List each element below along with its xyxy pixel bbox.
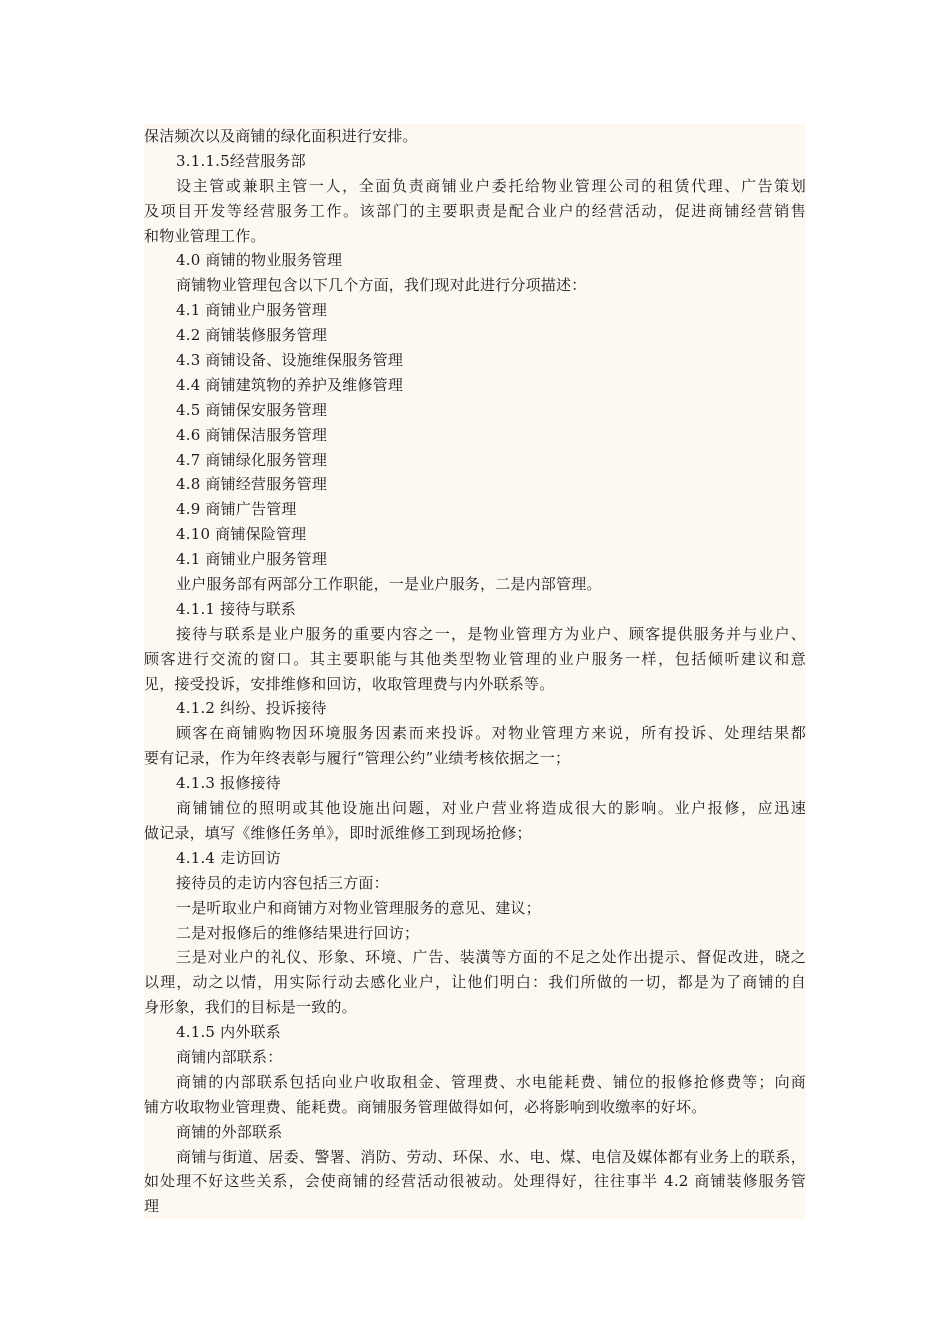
text-line: 4.1 商铺业户服务管理 xyxy=(176,301,328,320)
text-line: 业户服务部有两部分工作职能，一是业户服务，二是内部管理。 xyxy=(176,575,602,594)
text-line: 如处理不好这些关系，会使商铺的经营活动很被动。处理得好，往往事半 4.2 商铺装修服务管 xyxy=(144,1172,806,1191)
text-line: 做记录，填写《维修任务单》，即时派维修工到现场抢修； xyxy=(144,823,532,842)
text-line: 4.1.1 接待与联系 xyxy=(176,599,297,618)
text-line: 4.4 商铺建筑物的养护及维修管理 xyxy=(176,375,404,394)
text-line: 以理，动之以情，用实际行动去感化业户，让他们明白：我们所做的一切，都是为了商铺的自 xyxy=(144,973,806,992)
text-line: 铺方收取物业管理费、能耗费。商铺服务管理做得如何，必将影响到收缴率的好坏。 xyxy=(144,1097,707,1116)
text-line: 及项目开发等经营服务工作。该部门的主要职责是配合业户的经营活动，促进商铺经营销售 xyxy=(144,201,806,220)
text-line: 保洁频次以及商铺的绿化面积进行安排。 xyxy=(144,127,418,145)
text-line: 4.7 商铺绿化服务管理 xyxy=(176,450,328,469)
text-line: 4.1.2 纠纷、投诉接待 xyxy=(176,699,327,718)
text-line: 4.1.5 内外联系 xyxy=(176,1023,281,1042)
document-page xyxy=(144,124,806,1219)
text-line: 商铺物业管理包含以下几个方面，我们现对此进行分项描述： xyxy=(176,276,587,295)
text-line: 4.2 商铺装修服务管理 xyxy=(176,326,328,345)
text-line: 顾客进行交流的窗口。其主要职能与其他类型物业管理的业户服务一样，包括倾听建议和意 xyxy=(144,649,806,668)
text-line: 要有记录，作为年终表彰与履行“管理公约”业绩考核依据之一； xyxy=(144,749,571,768)
text-line: 身形象，我们的目标是一致的。 xyxy=(144,998,357,1017)
text-line: 商铺的外部联系 xyxy=(176,1122,283,1141)
text-line: 3.1.1.5经营服务部 xyxy=(176,151,306,170)
text-line: 和物业管理工作。 xyxy=(144,226,266,245)
text-line: 二是对报修后的维修结果进行回访； xyxy=(176,923,420,942)
text-line: 4.5 商铺保安服务管理 xyxy=(176,400,328,419)
text-line: 4.9 商铺广告管理 xyxy=(176,500,297,519)
text-line: 4.10 商铺保险管理 xyxy=(176,525,307,544)
text-line: 4.0 商铺的物业服务管理 xyxy=(176,251,343,270)
text-line: 设主管或兼职主管一人，全面负责商铺业户委托给物业管理公司的租赁代理、广告策划 xyxy=(176,176,806,195)
text-line: 三是对业户的礼仪、形象、环境、广告、装潢等方面的不足之处作出提示、督促改进，晓之 xyxy=(176,948,806,967)
text-line: 顾客在商铺购物因环境服务因素而来投诉。对物业管理方来说，所有投诉、处理结果都 xyxy=(176,724,806,743)
text-line: 4.6 商铺保洁服务管理 xyxy=(176,425,328,444)
text-line: 见，接受投诉，安排维修和回访，收取管理费与内外联系等。 xyxy=(144,674,555,693)
text-line: 商铺内部联系： xyxy=(176,1047,283,1066)
text-line: 接待员的走访内容包括三方面： xyxy=(176,873,389,892)
text-line: 4.8 商铺经营服务管理 xyxy=(176,475,328,494)
text-line: 4.1.3 报修接待 xyxy=(176,774,281,793)
text-line: 商铺的内部联系包括向业户收取租金、管理费、水电能耗费、铺位的报修抢修费等；向商 xyxy=(176,1072,806,1091)
text-line: 一是听取业户和商铺方对物业管理服务的意见、建议； xyxy=(176,898,541,917)
text-line: 4.3 商铺设备、设施维保服务管理 xyxy=(176,351,404,370)
text-line: 4.1 商铺业户服务管理 xyxy=(176,550,328,569)
text-line: 4.1.4 走访回访 xyxy=(176,848,281,867)
text-line: 商铺与街道、居委、警署、消防、劳动、环保、水、电、煤、电信及媒体都有业务上的联系， xyxy=(176,1147,806,1166)
text-line: 接待与联系是业户服务的重要内容之一，是物业管理方为业户、顾客提供服务并与业户、 xyxy=(176,624,806,643)
text-line: 理 xyxy=(144,1197,160,1216)
text-line: 商铺铺位的照明或其他设施出问题，对业户营业将造成很大的影响。业户报修，应迅速 xyxy=(176,799,806,818)
